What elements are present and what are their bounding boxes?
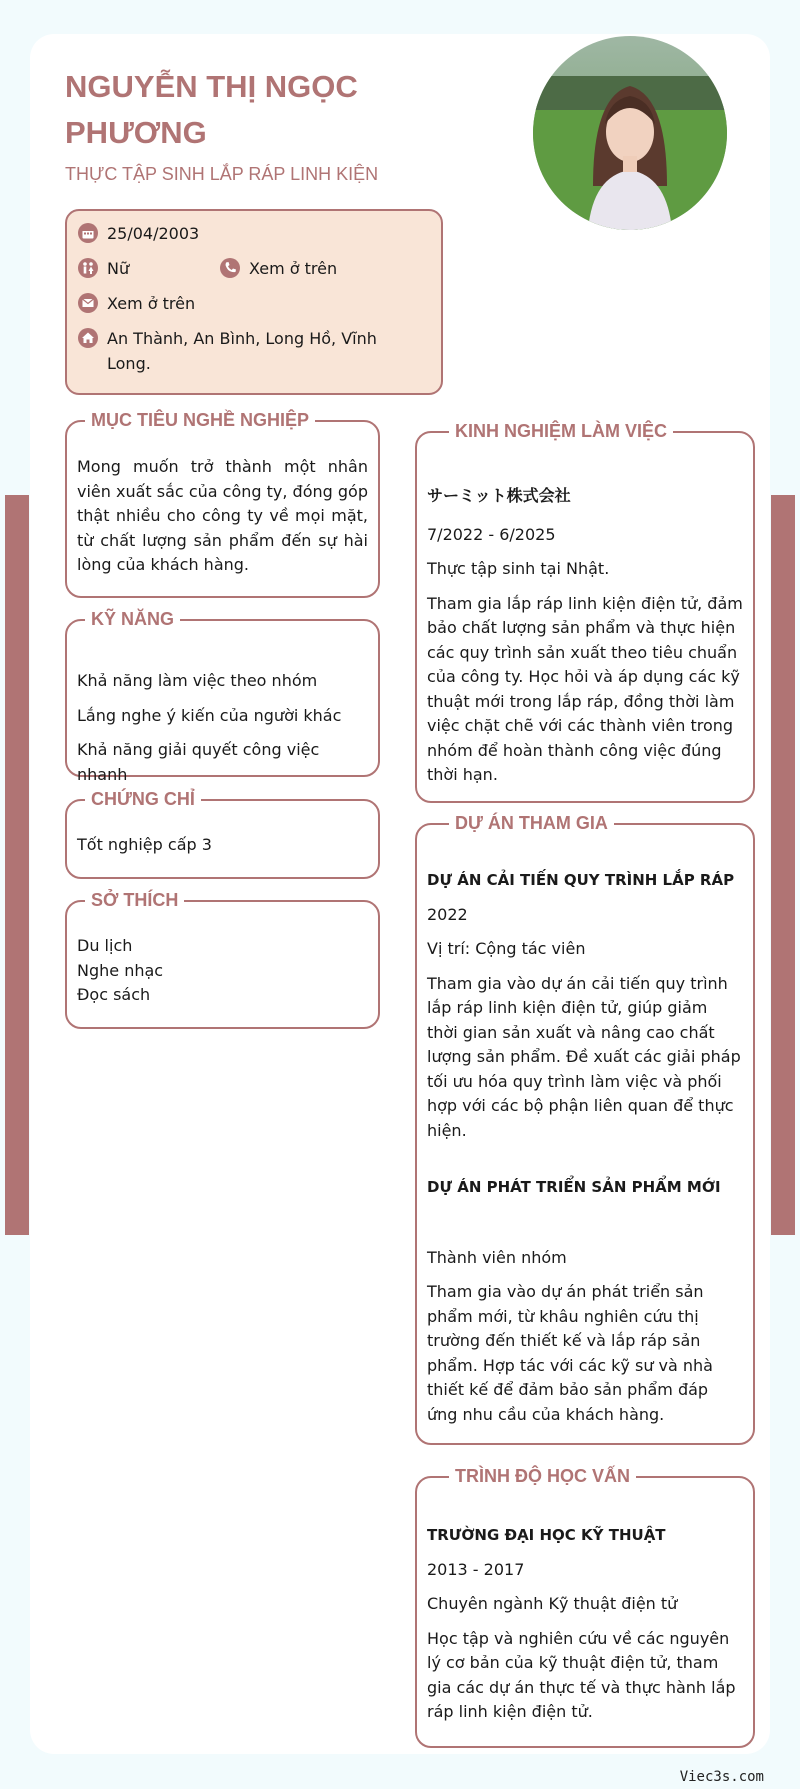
experience-position: Thực tập sinh tại Nhật. bbox=[427, 559, 610, 578]
skill-item: Lắng nghe ý kiến của người khác bbox=[77, 705, 342, 725]
email-row bbox=[77, 291, 195, 316]
project-description: Tham gia vào dự án phát triển sản phẩm mới, từ khâu nghiên cứu thị trường đến thiết kế và lắp ráp sản phẩm. Hợp tác với các kỹ sư và nhà thiết kế để đảm bảo sản phẩm đáp ứng nhu cầu của khách hàng. bbox=[427, 1282, 713, 1424]
address-row bbox=[77, 326, 377, 376]
project-role: Vị trí: Cộng tác viên bbox=[427, 939, 586, 958]
birthday-value: 25/04/2003 bbox=[107, 224, 200, 243]
experience-section bbox=[415, 421, 755, 803]
gender-icon bbox=[77, 257, 99, 279]
objective-text: Mong muốn trở thành một nhân viên xuất sắc của công ty, đóng góp thật nhiều cho công ty về mọi mặt, từ chất lượng sản phẩm đến sự hài lòng của khách hàng. bbox=[77, 457, 368, 574]
education-major: Chuyên ngành Kỹ thuật điện tử bbox=[427, 1594, 678, 1613]
calendar-icon bbox=[77, 222, 99, 244]
hobbies-list bbox=[77, 934, 368, 1008]
gender-value: Nữ bbox=[107, 259, 130, 278]
gender-row bbox=[77, 256, 129, 281]
hobby-item: Du lịch bbox=[77, 936, 133, 955]
projects-title: DỰ ÁN THAM GIA bbox=[449, 811, 614, 835]
experience-title: KINH NGHIỆM LÀM VIỆC bbox=[449, 419, 673, 443]
skills-section bbox=[65, 609, 380, 784]
hobbies-title: SỞ THÍCH bbox=[85, 888, 184, 912]
project-name: DỰ ÁN PHÁT TRIỂN SẢN PHẨM MỚI bbox=[427, 1178, 721, 1196]
education-section bbox=[415, 1466, 755, 1748]
candidate-name: NGUYỄN THỊ NGỌC PHƯƠNG bbox=[65, 69, 358, 150]
hobby-item: Nghe nhạc bbox=[77, 960, 164, 980]
projects-section bbox=[415, 813, 755, 1445]
skills-title: KỸ NĂNG bbox=[85, 607, 180, 631]
project-description: Tham gia vào dự án cải tiến quy trình lắp ráp linh kiện điện tử, giúp giảm thời gian sản xuất và nâng cao chất lượng sản phẩm. Đề xuất các giải pháp tối ưu hóa quy trình làm việc và phối hợp với các bộ phận liên quan để thực hiện. bbox=[427, 973, 741, 1140]
address-value: An Thành, An Bình, Long Hồ, Vĩnh Long. bbox=[107, 329, 377, 373]
candidate-role: THỰC TẬP SINH LẮP RÁP LINH KIỆN bbox=[65, 164, 379, 184]
certificates-section bbox=[65, 789, 380, 879]
school-name: TRƯỜNG ĐẠI HỌC KỸ THUẬT bbox=[427, 1526, 666, 1544]
experience-description: Tham gia lắp ráp linh kiện điện tử, đảm bảo chất lượng sản phẩm và thực hiện các quy trình sản xuất theo tiêu chuẩn của công ty. Học hỏi và áp dụng các kỹ thuật mới trong lắp ráp, đồng thời làm việc chặt chẽ với các thành viên trong nhóm để hoàn thành công việc đúng thời hạn. bbox=[427, 593, 743, 784]
education-body bbox=[427, 1523, 743, 1725]
experience-body bbox=[427, 484, 743, 788]
phone-icon bbox=[219, 257, 241, 279]
certificates-title: CHỨNG CHỈ bbox=[85, 787, 201, 811]
education-description: Học tập và nghiên cứu về các nguyên lý cơ bản của kỹ thuật điện tử, tham gia các dự án thực tế và thực hành lắp ráp linh kiện điện tử. bbox=[427, 1628, 736, 1721]
education-title: TRÌNH ĐỘ HỌC VẤN bbox=[449, 1464, 636, 1488]
right-accent-bar bbox=[771, 495, 795, 1235]
objective-section bbox=[65, 410, 380, 598]
skills-list bbox=[77, 669, 368, 787]
left-accent-bar bbox=[5, 495, 29, 1235]
project-name: DỰ ÁN CẢI TIẾN QUY TRÌNH LẮP RÁP bbox=[427, 871, 735, 889]
project-2 bbox=[427, 1175, 743, 1427]
company-name: サーミット株式会社 bbox=[427, 486, 571, 505]
experience-period: 7/2022 - 6/2025 bbox=[427, 524, 556, 544]
personal-info-card bbox=[65, 209, 443, 395]
hobbies-section bbox=[65, 890, 380, 1029]
email-icon bbox=[77, 292, 99, 314]
education-period: 2013 - 2017 bbox=[427, 1559, 525, 1579]
avatar bbox=[533, 36, 727, 230]
certificate-item: Tốt nghiệp cấp 3 bbox=[77, 835, 212, 854]
objective-title: MỤC TIÊU NGHỀ NGHIỆP bbox=[85, 408, 315, 432]
birthday-row bbox=[77, 221, 199, 246]
hobby-item: Đọc sách bbox=[77, 985, 151, 1004]
skill-item: Khả năng giải quyết công việc nhanh bbox=[77, 740, 320, 784]
project-role: Thành viên nhóm bbox=[427, 1247, 567, 1267]
phone-row bbox=[219, 256, 337, 281]
email-value: Xem ở trên bbox=[107, 294, 196, 313]
phone-value: Xem ở trên bbox=[249, 259, 338, 278]
project-year: 2022 bbox=[427, 904, 468, 924]
footer-brand: Viec3s.com bbox=[679, 1769, 764, 1785]
project-1 bbox=[427, 868, 743, 1143]
skill-item: Khả năng làm việc theo nhóm bbox=[77, 671, 318, 690]
home-icon bbox=[77, 327, 99, 349]
